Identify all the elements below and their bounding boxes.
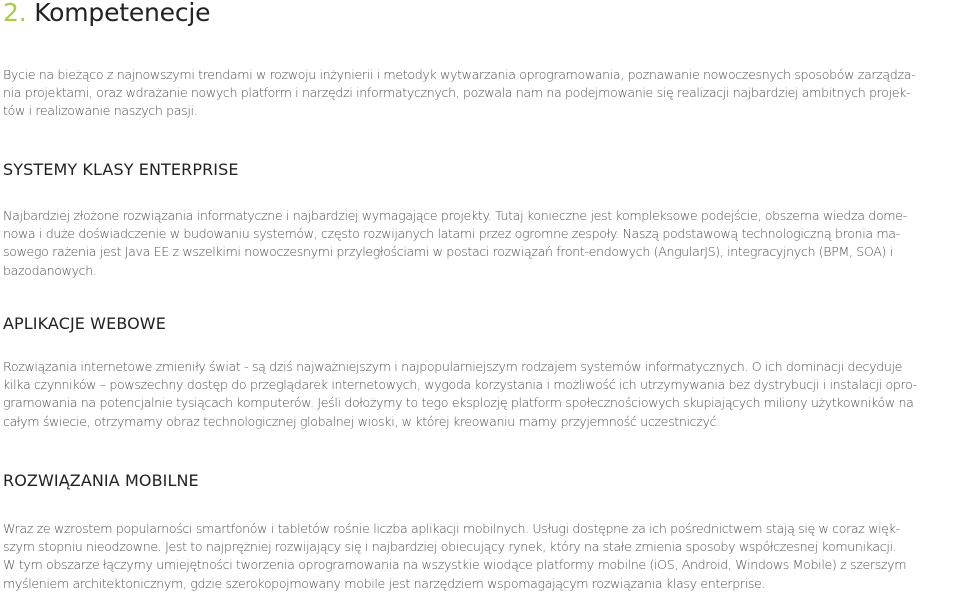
paragraph-line: sowego rażenia jest Java EE z wszelkimi nowoczesnymi przyległościami w postaci rozwiązań front-endowych (AngularJS), integracyjnych (BPM, SOA) i [3,244,893,260]
section-heading-mobile: ROZWIĄZANIA MOBILNE [3,471,199,490]
section-heading-web-apps: APLIKACJE WEBOWE [3,314,166,333]
paragraph-line: Bycie na bieżąco z najnowszymi trendami w rozwoju inżynierii i metodyk wytwarzania oprogramowania, poznawanie nowoczesnych sposobów zarządza- [3,67,916,82]
paragraph-line: Rozwiązania internetowe zmieniły świat - są dziś najważniejszym i najpopularniejszym rodzajem systemów informatycznych. O ich dominacji decyduje [3,359,903,374]
mobile-paragraph [3,520,906,593]
intro-paragraph [3,66,915,121]
paragraph-line: nia projektami, oraz wdrażanie nowych platform i narzędzi informatycznych, pozwala nam na podejmowanie się realizacji najbardziej ambitnych projek- [3,85,911,101]
chapter-title-text: Kompetenecje [34,0,211,27]
paragraph-line: W tym obszarze łączymy umiejętności tworzenia oprogramowania na wszystkie wiodące platformy mobilne (iOS, Android, Windows Mobile) z szerszym [3,557,907,573]
enterprise-paragraph [3,207,907,280]
paragraph-line: gramowania na potencjalnie tysiącach komputerów. Jeśli dołożymy to tego eksplozję platform społecznościowych skupiających miliony użytkowników na [3,395,914,411]
chapter-number: 2. [3,0,27,27]
paragraph-line: całym świecie, otrzymamy obraz technologicznej globalnej wioski, w której kreowaniu mamy przyjemność uczestniczyć. [3,413,720,429]
paragraph-line: Najbardziej złożone rozwiązania informatyczne i najbardziej wymagające projekty. Tutaj konieczne jest kompleksowe podejście, obszerna wiedza dome- [3,208,907,223]
paragraph-line: myśleniem architektonicznym, gdzie szerokopojmowany mobile jest narzędziem wspomagającym rozwiązania klasy enterprise. [3,575,766,591]
paragraph-line: tów i realizowanie naszych pasji. [3,103,198,119]
paragraph-line: szym stopniu nieodzowne. Jest to najprężniej rozwijający się i najbardziej obiecujący rynek, który na stałe zmienia sposoby współczesnej komunikacji. [3,539,897,555]
chapter-title [3,0,210,27]
paragraph-line: nowa i duże doświadczenie w budowaniu systemów, często rozwijanych latami przez ogromne zespoły. Naszą podstawową technologiczną bronia ma- [3,226,900,242]
section-heading-enterprise: SYSTEMY KLASY ENTERPRISE [3,160,239,179]
paragraph-line: kilka czynników – powszechny dostęp do przeglądarek internetowych, wygoda korzystania i możliwość ich utrzymywania bez dystrybucji i instalacji opro- [3,377,917,393]
paragraph-line: Wraz ze wzrostem popularności smartfonów i tabletów rośnie liczba aplikacji mobilnych. Usługi dostępne za ich pośrednictwem stają się w coraz więk- [3,521,900,536]
web-apps-paragraph [3,358,917,431]
paragraph-line: bazodanowych. [3,262,97,278]
